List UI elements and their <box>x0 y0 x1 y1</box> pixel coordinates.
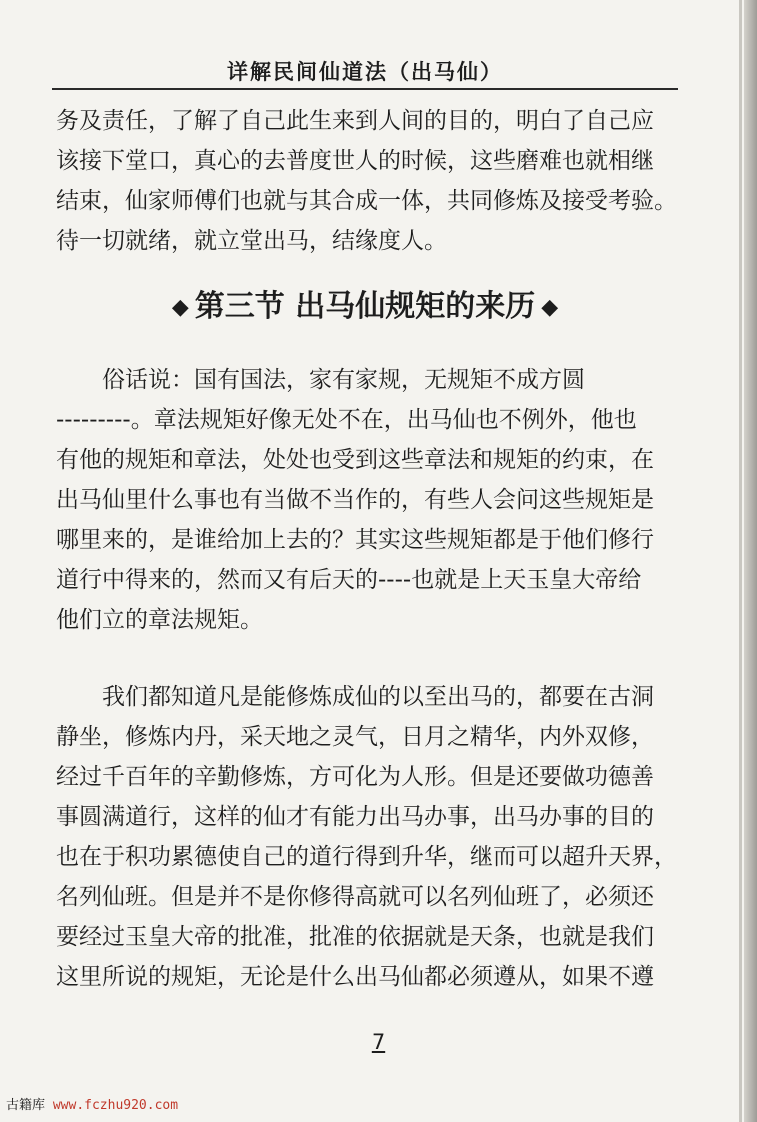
text-line: 待一切就绪，就立堂出马，结缘度人。 <box>56 228 447 254</box>
text-line: 要经过玉皇大帝的批准，批准的依据就是天条，也就是我们 <box>56 924 654 950</box>
text-line: 他们立的章法规矩。 <box>56 607 263 633</box>
text-line: 道行中得来的，然而又有后天的----也就是上天玉皇大帝给 <box>56 567 642 593</box>
text-line: 静坐，修炼内丹，采天地之灵气，日月之精华，内外双修， <box>56 724 654 750</box>
text-line: 出马仙里什么事也有当做不当作的，有些人会问这些规矩是 <box>56 487 654 513</box>
text-line: 务及责任，了解了自己此生来到人间的目的，明白了自己应 <box>56 108 654 134</box>
running-header: 详解民间仙道法（出马仙） <box>52 56 678 90</box>
page-edge <box>744 0 757 1122</box>
text-line: 有他的规矩和章法，处处也受到这些章法和规矩的约束，在 <box>56 447 654 473</box>
page-edge-shadow <box>739 0 742 1122</box>
paragraph-origin <box>56 360 680 640</box>
footer-site-name: 古籍库 <box>6 1098 46 1113</box>
text-line: 我们都知道凡是能修炼成仙的以至出马的，都要在古洞 <box>102 684 654 710</box>
text-line: 也在于积功累德使自己的道行得到升华，继而可以超升天界， <box>56 844 677 870</box>
diamond-right-icon: ◆ <box>541 294 559 320</box>
footer-site-url[interactable]: www.fczhu920.com <box>52 1098 179 1113</box>
section-title-text: 第三节 出马仙规矩的来历 <box>194 289 536 324</box>
intro-paragraph <box>56 101 680 261</box>
text-line: ---------。章法规矩好像无处不在，出马仙也不例外，他也 <box>56 407 637 433</box>
text-line: 哪里来的，是谁给加上去的？其实这些规矩都是于他们修行 <box>56 527 654 553</box>
text-line: 俗话说：国有国法，家有家规，无规矩不成方圆 <box>102 367 585 393</box>
text-line: 该接下堂口，真心的去普度世人的时候，这些磨难也就相继 <box>56 148 654 174</box>
text-line: 结束，仙家师傅们也就与其合成一体，共同修炼及接受考验。 <box>56 188 677 214</box>
text-line: 这里所说的规矩，无论是什么出马仙都必须遵从，如果不遵 <box>56 964 654 990</box>
section-heading <box>52 282 678 332</box>
text-line: 名列仙班。但是并不是你修得高就可以名列仙班了，必须还 <box>56 884 654 910</box>
page-number: 7 <box>371 1030 386 1054</box>
footer-watermark <box>0 1094 306 1118</box>
text-line: 经过千百年的辛勤修炼，方可化为人形。但是还要做功德善 <box>56 764 654 790</box>
paragraph-cultivation <box>56 677 680 997</box>
text-line: 事圆满道行，这样的仙才有能力出马办事，出马办事的目的 <box>56 804 654 830</box>
diamond-left-icon: ◆ <box>171 294 189 320</box>
